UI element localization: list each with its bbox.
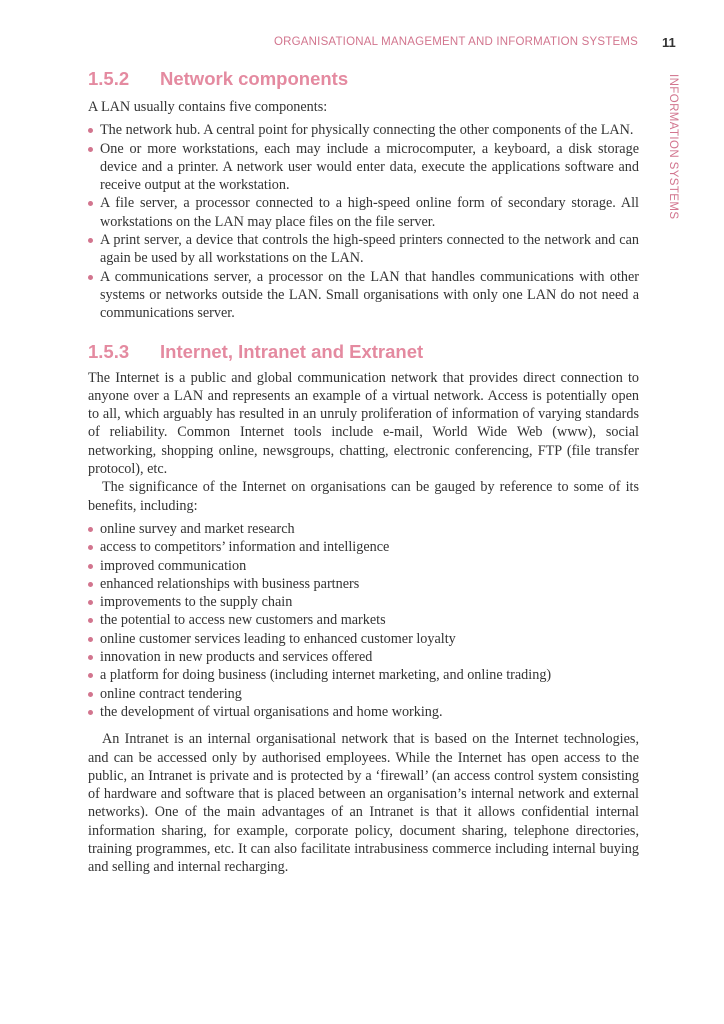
page-content (88, 66, 639, 877)
significance-paragraph: The significance of the Internet on organisations can be gauged by reference to some of its benefits, including: (88, 479, 639, 514)
page-number: 11 (662, 35, 676, 50)
list-item: online customer services leading to enhanced customer loyalty (88, 630, 639, 648)
list-item: improvements to the supply chain (88, 593, 639, 611)
list-item: the development of virtual organisations and home working. (88, 703, 639, 721)
side-tab: INFORMATION SYSTEMS (667, 74, 679, 220)
list-item: The network hub. A central point for physically connecting the other components of the LAN. (88, 121, 639, 139)
section-number: 1.5.3 (88, 340, 130, 362)
list-item: A print server, a device that controls the high-speed printers connected to the network and can again be used by all workstations on the LAN. (88, 231, 639, 268)
intranet-paragraph: An Intranet is an internal organisational network that is based on the Internet technologies, and can be accessed only by authorised employees. While the Internet has open access to the public, an Intranet is private and is protected by a ‘firewall’ (an access control system consisting of hardware and software that is placed between an organisation’s internal network and external networks). One of the main advantages of an Intranet is that it allows confidential internal information sharing, for example, corporate policy, document sharing, telephone directories, training programmes, etc. It can also facilitate intrabusiness commerce including internal buying and selling and internal recharging. (88, 731, 639, 876)
list-item: One or more workstations, each may include a microcomputer, a keyboard, a disk storage device and a printer. A network user would enter data, execute the applications software and receive output at the workstation. (88, 140, 639, 195)
benefits-list (88, 520, 639, 721)
list-item: innovation in new products and services offered (88, 648, 639, 666)
lan-components-list (88, 121, 639, 322)
list-item: online survey and market research (88, 520, 639, 538)
section-heading-1-5-3 (88, 339, 639, 365)
list-item: enhanced relationships with business partners (88, 575, 639, 593)
internet-paragraph: The Internet is a public and global communication network that provides direct connection to anyone over a LAN and represents an example of a virtual network. Access is potentially open to all, which arguably has resulted in an unruly proliferation of information of varying standards of reliability. Common Internet tools include e-mail, World Wide Web (www), social networking, shopping online, newsgroups, chatting, electronic conferencing, FTP (file transfer protocol), etc. (88, 369, 639, 478)
list-item: online contract tendering (88, 685, 639, 703)
list-item: A communications server, a processor on the LAN that handles communications with other systems or networks outside the LAN. Small organisations with only one LAN do not need a communications server. (88, 268, 639, 323)
list-item: a platform for doing business (including internet marketing, and online trading) (88, 666, 639, 684)
list-item: A file server, a processor connected to a high-speed online form of secondary storage. All workstations on the LAN may place files on the file server. (88, 194, 639, 231)
list-item: the potential to access new customers and markets (88, 611, 639, 629)
list-item: improved communication (88, 557, 639, 575)
section-heading-1-5-2 (88, 66, 639, 92)
section-title: Network components (160, 68, 349, 89)
list-item: access to competitors’ information and intelligence (88, 538, 639, 556)
running-header: ORGANISATIONAL MANAGEMENT AND INFORMATION SYSTEMS (274, 36, 638, 48)
section-number: 1.5.2 (88, 68, 130, 89)
section-title: Internet, Intranet and Extranet (160, 340, 424, 362)
intro-paragraph: A LAN usually contains five components: (88, 99, 328, 115)
